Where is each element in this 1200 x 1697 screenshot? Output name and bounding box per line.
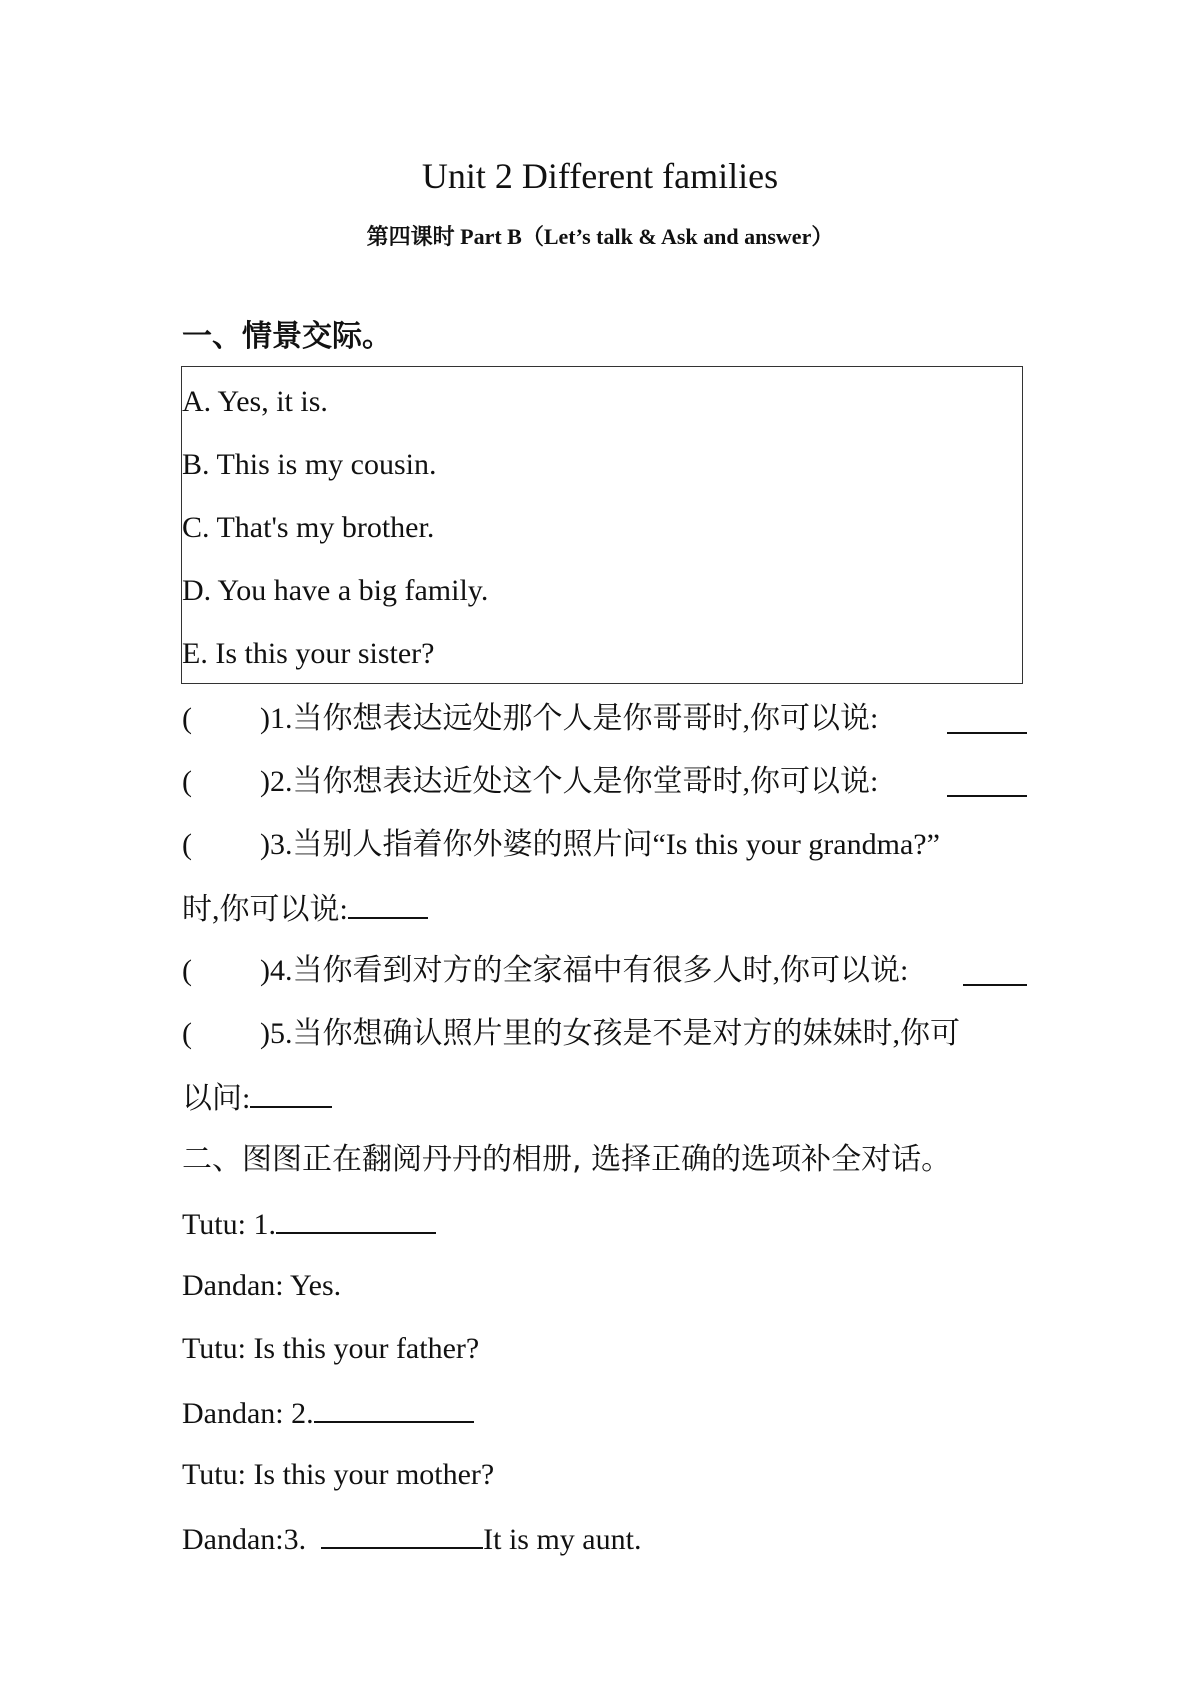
page-subtitle: 第四课时 Part B（Let’s talk & Ask and answer） <box>366 224 834 249</box>
dialogue-text: Tutu: Is this your mother? <box>182 1458 495 1491</box>
answer-paren[interactable]: ( <box>182 1017 192 1050</box>
question-text: )3.当别人指着你外婆的照片问“Is this your grandma?” <box>260 828 940 861</box>
question-2 <box>182 763 1027 801</box>
question-3-cont <box>182 889 428 929</box>
dialogue-text: Dandan: Yes. <box>182 1269 342 1302</box>
dialogue-line-6 <box>182 1519 641 1559</box>
dialogue-text: Tutu: 1. <box>182 1208 276 1241</box>
dialogue-line-2 <box>182 1267 341 1305</box>
dialogue-line-4 <box>182 1393 474 1433</box>
option-c: C. That's my brother. <box>182 511 435 544</box>
answer-paren[interactable]: ( <box>182 702 192 735</box>
question-text: )5.当你想确认照片里的女孩是不是对方的妹妹时,你可 <box>260 1017 960 1050</box>
question-text-cont: 以问: <box>182 1082 251 1115</box>
option-e: E. Is this your sister? <box>182 637 435 670</box>
answer-paren[interactable]: ( <box>182 828 192 861</box>
question-text-cont: 时,你可以说: <box>182 893 348 926</box>
option-d: D. You have a big family. <box>182 574 489 607</box>
options-box <box>181 366 1023 684</box>
question-1 <box>182 700 1027 738</box>
page-title: Unit 2 Different families <box>421 156 779 196</box>
answer-blank[interactable] <box>348 889 428 919</box>
dialogue-text: Tutu: Is this your father? <box>182 1332 480 1365</box>
section-2-heading: 二、图图正在翻阅丹丹的相册, 选择正确的选项补全对话。 <box>182 1142 952 1177</box>
answer-paren[interactable]: ( <box>182 954 192 987</box>
answer-blank[interactable] <box>276 1204 436 1234</box>
question-text: )4.当你看到对方的全家福中有很多人时,你可以说: <box>260 954 909 987</box>
answer-blank[interactable] <box>963 956 1027 986</box>
dialogue-text: Dandan: 2. <box>182 1397 314 1430</box>
question-5-cont <box>182 1078 332 1118</box>
answer-blank[interactable] <box>321 1519 483 1549</box>
dialogue-line-5 <box>182 1456 494 1494</box>
question-text: )1.当你想表达远处那个人是你哥哥时,你可以说: <box>260 702 879 735</box>
dialogue-line-3 <box>182 1330 479 1368</box>
option-b: B. This is my cousin. <box>182 448 437 481</box>
answer-paren[interactable]: ( <box>182 765 192 798</box>
answer-blank[interactable] <box>947 767 1027 797</box>
answer-blank[interactable] <box>250 1078 332 1108</box>
section-1-heading: 一、情景交际。 <box>182 319 392 354</box>
question-5 <box>182 1015 1027 1053</box>
dialogue-text-after: It is my aunt. <box>483 1523 642 1556</box>
answer-blank[interactable] <box>314 1393 474 1423</box>
answer-blank[interactable] <box>947 704 1027 734</box>
dialogue-text: Dandan:3. <box>182 1523 322 1556</box>
question-text: )2.当你想表达近处这个人是你堂哥时,你可以说: <box>260 765 879 798</box>
dialogue-line-1 <box>182 1204 436 1244</box>
option-a: A. Yes, it is. <box>182 385 328 418</box>
question-3 <box>182 826 1027 864</box>
question-4 <box>182 952 1027 990</box>
